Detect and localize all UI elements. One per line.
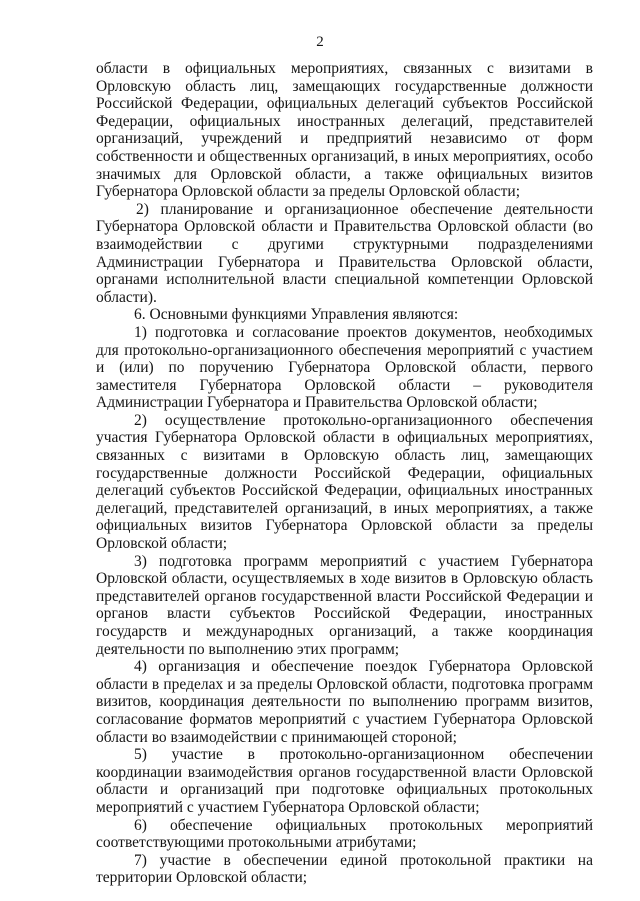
paragraph-function-1: 1) подготовка и согласование проектов документов, необходимых для протокольно-организационного обеспечения мероприятий с участием и (или) по поручению Губернатора Орловской области, первого заместителя Губернатора Орловской области – руководителя Администрации Губернатора и Правительства Орловской области; <box>96 323 593 412</box>
paragraph-function-3: 3) подготовка программ мероприятий с участием Губернатора Орловской области, осуществляемых в ходе визитов в Орловскую область представителей органов государственной власти Российской Федерации и органов власти субъектов Российской Федерации, иностранных государств и международных организаций, а также координация деятельности по выполнению этих программ; <box>96 552 593 658</box>
paragraph-function-2: 2) осуществление протокольно-организационного обеспечения участия Губернатора Орловской области в официальных мероприятиях, связанных с визитами в Орловскую область лиц, замещающих государственные должности Российской Федерации, официальных делегаций субъектов Российской Федерации, официальных иностранных делегаций, представителей организаций, в иных мероприятиях, а также официальных визитов Губернатора Орловской области за пределы Орловской области; <box>96 411 593 553</box>
paragraph-continuation: области в официальных мероприятиях, связанных с визитами в Орловскую область лиц, замещающих государственные должности Российской Федерации, официальных делегаций субъектов Российской Федерации, официальных иностранных делегаций, представителей организаций, учреждений и предприятий независимо от форм собственности и общественных организаций, в иных мероприятиях, особо значимых для Орловской области, а также официальных визитов Губернатора Орловской области за пределы Орловской области; <box>96 60 593 201</box>
paragraph-function-7: 7) участие в обеспечении единой протокольной практики на территории Орловской области; <box>96 851 593 887</box>
paragraph-function-4: 4) организация и обеспечение поездок Губернатора Орловской области в пределах и за пределы Орловской области, подготовка программ визитов, координация деятельности по выполнению программ визитов, согласование форматов мероприятий с участием Губернатора Орловской области во взаимодействии с принимающей стороной; <box>96 658 593 746</box>
paragraph-function-5: 5) участие в протокольно-организационном обеспечении координации взаимодействия органов государственной власти Орловской области и организаций при подготовке официальных протокольных мероприятий с участием Губернатора Орловской области; <box>96 746 593 816</box>
page-number: 2 <box>316 34 324 50</box>
document-body <box>96 60 593 887</box>
paragraph-item-2-planning: 2) планирование и организационное обеспечение деятельности Губернатора Орловской области и Правительства Орловской области (во взаимодействии с другими структурными подразделениями Администрации Губернатора и Правительства Орловской области, органами исполнительной власти специальной компетенции Орловской области). <box>96 200 593 306</box>
paragraph-section-6-heading: 6. Основными функциями Управления являются: <box>134 306 459 324</box>
paragraph-function-6: 6) обеспечение официальных протокольных мероприятий соответствующими протокольными атрибутами; <box>96 816 593 852</box>
